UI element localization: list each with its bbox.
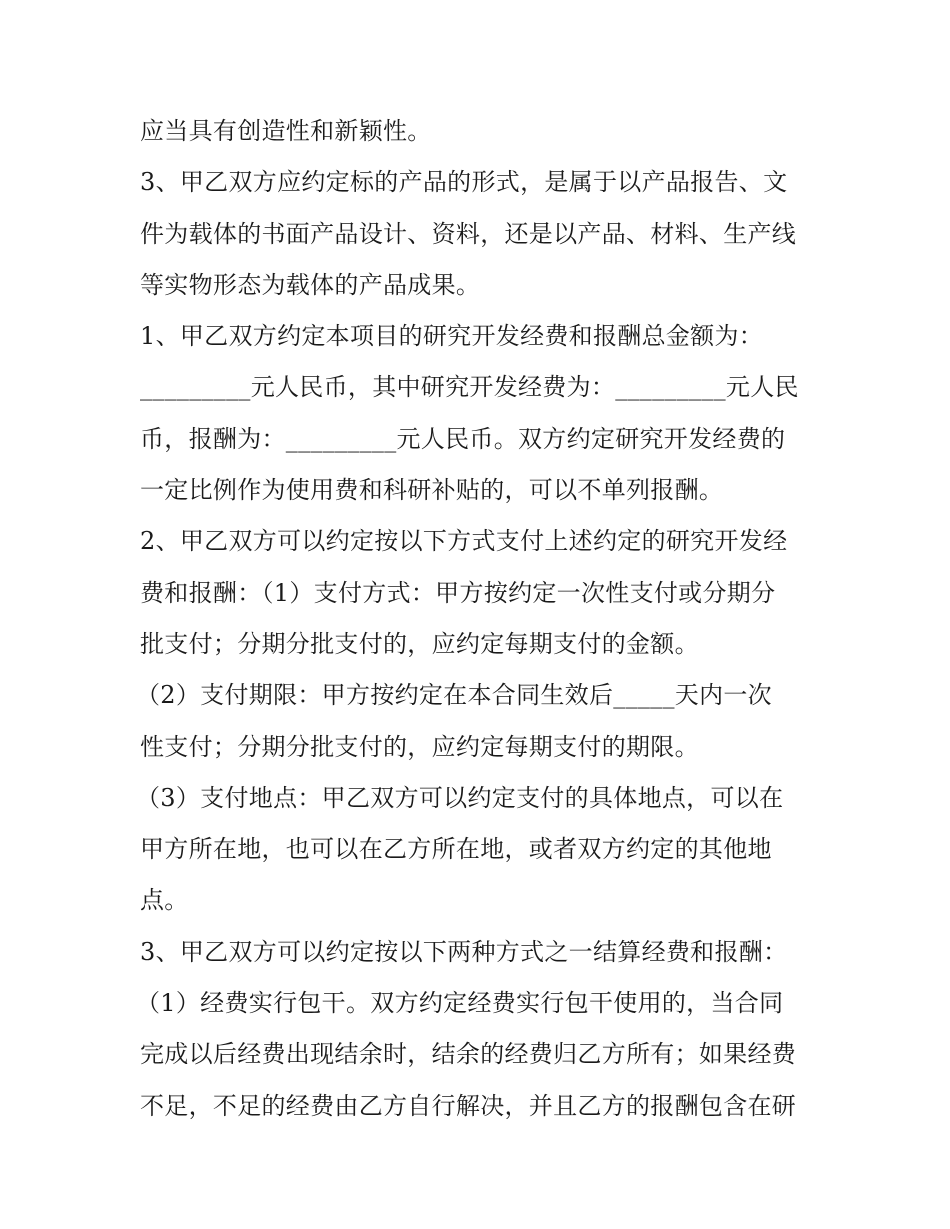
text-line: 一定比例作为使用费和科研补贴的，可以不单列报酬。 [140,476,724,505]
text-line: 批支付；分期分批支付的，应约定每期支付的金额。 [140,629,699,658]
text-line: 件为载体的书面产品设计、资料，还是以产品、材料、生产线 [140,219,797,248]
text-line: （2）支付期限：甲方按约定在本合同生效后_____天内一次 [136,681,772,710]
text-line: _________元人民币，其中研究开发经费为：_________元人民 [140,373,799,402]
text-line: 3、甲乙双方可以约定按以下两种方式之一结算经费和报酬： [140,937,788,966]
text-line: （3）支付地点：甲乙双方可以约定支付的具体地点，可以在 [136,783,784,812]
text-line: 点。 [140,886,189,915]
text-line: 3、甲乙双方应约定标的产品的形式，是属于以产品报告、文 [140,168,788,197]
contract-body-text [136,106,820,1132]
text-line: 不足，不足的经费由乙方自行解决，并且乙方的报酬包含在研 [140,1091,797,1120]
text-line: 费和报酬：（1）支付方式：甲方按约定一次性支付或分期分 [140,578,776,607]
text-line: （1）经费实行包干。双方约定经费实行包干使用的，当合同 [136,989,784,1018]
text-line: 币，报酬为：_________元人民币。双方约定研究开发经费的 [140,424,786,453]
text-line: 2、甲乙双方可以约定按以下方式支付上述约定的研究开发经 [140,527,788,556]
text-line: 性支付；分期分批支付的，应约定每期支付的期限。 [140,732,699,761]
text-line: 等实物形态为载体的产品成果。 [140,270,481,299]
text-line: 完成以后经费出现结余时，结余的经费归乙方所有；如果经费 [140,1040,797,1069]
text-line: 甲方所在地，也可以在乙方所在地，或者双方约定的其他地 [140,835,772,864]
text-line: 应当具有创造性和新颖性。 [140,117,432,145]
text-line: 1、甲乙双方约定本项目的研究开发经费和报酬总金额为： [140,322,764,351]
